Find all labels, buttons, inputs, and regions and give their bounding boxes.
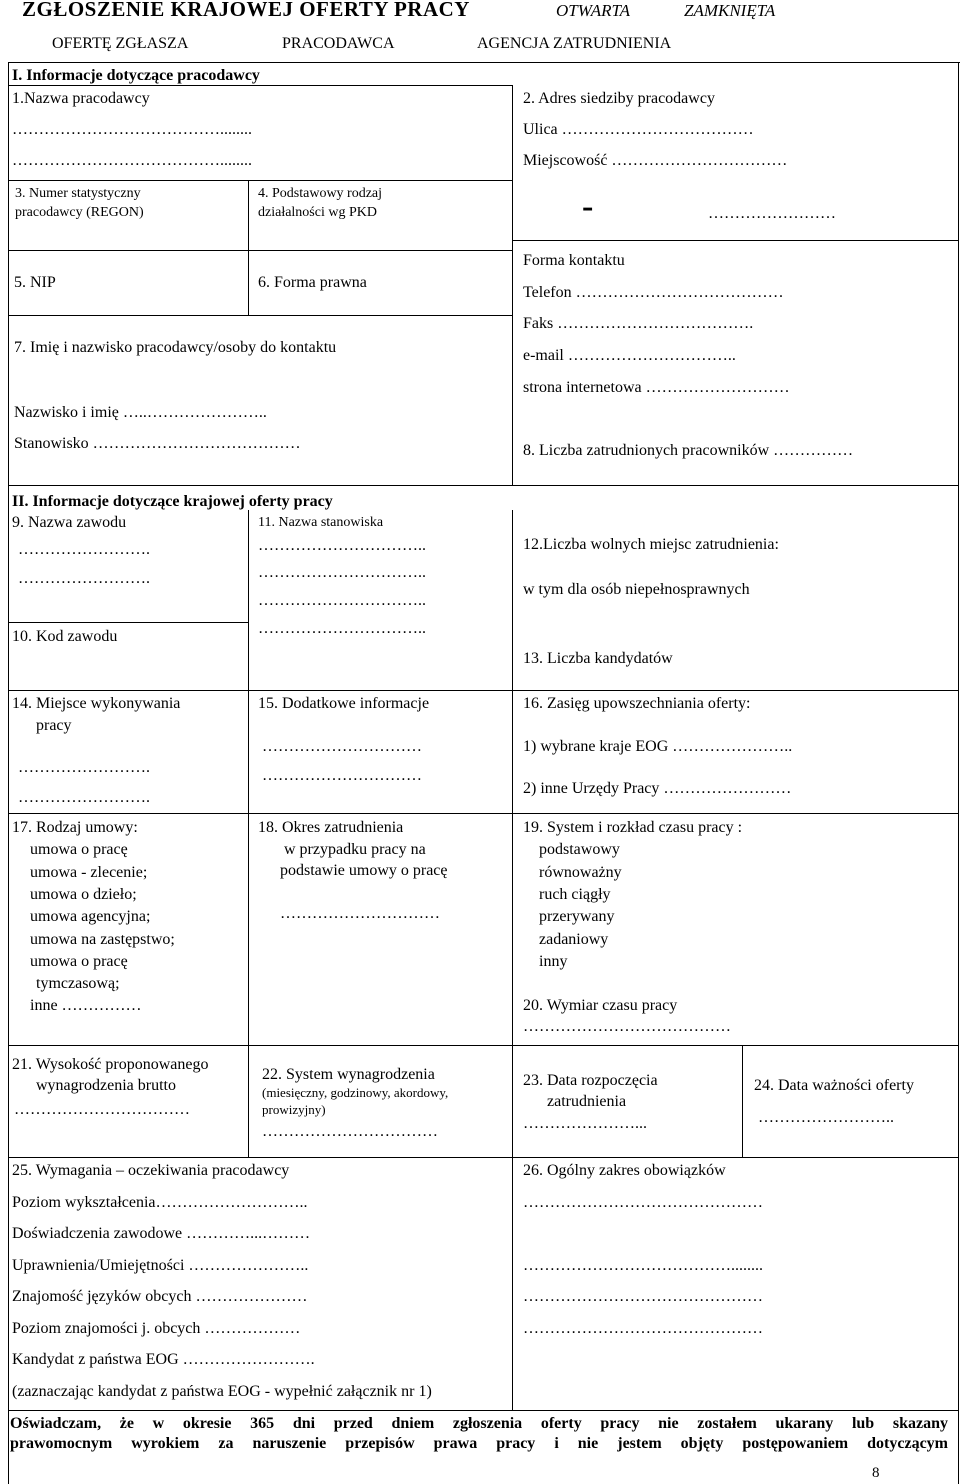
worktime-option-equivalent[interactable]: równoważny xyxy=(539,864,622,881)
contract-option-other[interactable]: inne …………… xyxy=(30,997,142,1014)
field17-label: 17. Rodzaj umowy: xyxy=(12,819,138,836)
requirement-languages[interactable]: Znajomość języków obcych ………………… xyxy=(12,1288,308,1305)
field12-label: 12.Liczba wolnych miejsc zatrudnienia: xyxy=(523,536,779,553)
field18-label-line1: 18. Okres zatrudnienia xyxy=(258,819,404,836)
status-closed: ZAMKNIĘTA xyxy=(684,1,776,20)
field3-label-line2: pracodawcy (REGON) xyxy=(15,205,144,220)
contact-form-label: Forma kontaktu xyxy=(523,252,625,269)
field22-line[interactable]: …………………………… xyxy=(262,1123,438,1140)
worktime-option-task[interactable]: zadaniowy xyxy=(539,931,609,948)
field10-label: 10. Kod zawodu xyxy=(12,628,118,645)
frame-top xyxy=(8,62,960,63)
field14-line2[interactable]: ……………………. xyxy=(18,789,150,806)
field9-line2[interactable]: ……………………. xyxy=(18,570,150,587)
submitted-by-label: OFERTĘ ZGŁASZA xyxy=(52,35,189,52)
field23-label-line2: zatrudnienia xyxy=(547,1093,627,1110)
field15-line1[interactable]: ………………………… xyxy=(262,738,422,755)
field21-label-line1: 21. Wysokość proponowanego xyxy=(12,1056,209,1073)
field11-line2[interactable]: ………………………….. xyxy=(258,564,426,581)
divider-sec1 xyxy=(512,85,513,485)
position-field[interactable]: Stanowisko ………………………………… xyxy=(14,435,301,452)
field24-line[interactable]: …………………….. xyxy=(758,1109,894,1126)
city-field[interactable]: Miejscowość …………………………… xyxy=(523,152,788,169)
contract-option-employment[interactable]: umowa o pracę xyxy=(30,841,128,858)
field2-label: 2. Adres siedziby pracodawcy xyxy=(523,90,715,107)
divider-kod xyxy=(8,622,248,623)
field8-label[interactable]: 8. Liczba zatrudnionych pracowników …………… xyxy=(523,442,854,459)
email-field[interactable]: e-mail ………………………….. xyxy=(523,347,736,364)
field25-label: 25. Wymagania – oczekiwania pracodawcy xyxy=(12,1162,290,1179)
divider-row-nip xyxy=(8,250,512,251)
requirement-education[interactable]: Poziom wykształcenia……………………….. xyxy=(12,1194,308,1211)
divider-regon-pkd xyxy=(248,180,249,315)
field9-line1[interactable]: ……………………. xyxy=(18,541,150,558)
requirement-eog-note: (zaznaczając kandydat z państwa EOG - wypełnić załącznik nr 1) xyxy=(12,1383,432,1400)
field3-label-line1: 3. Numer statystyczny xyxy=(15,186,141,201)
worktime-option-continuous[interactable]: ruch ciągły xyxy=(539,886,611,903)
page-title: ZGŁOSZENIE KRAJOWEJ OFERTY PRACY xyxy=(22,0,470,21)
declaration-line1: Oświadczam, że w okresie 365 dni przed dniem zgłoszenia oferty pracy nie zostałem ukarany lub skazany xyxy=(10,1415,948,1432)
field18-line[interactable]: ………………………… xyxy=(280,905,440,922)
contract-option-temporary[interactable]: umowa o pracę xyxy=(30,953,128,970)
divider-col3-b xyxy=(742,1045,743,1157)
street-field[interactable]: Ulica ……………………………… xyxy=(523,121,754,138)
field5-label: 5. NIP xyxy=(14,274,56,291)
page-number: 8 xyxy=(872,1465,880,1481)
field22-sub-line2: prowizyjny) xyxy=(262,1102,326,1117)
divider-row17 xyxy=(8,813,958,814)
divider-row-contact xyxy=(8,315,512,316)
contract-option-work[interactable]: umowa o dzieło; xyxy=(30,886,137,903)
duties-line2[interactable]: …………………………………........ xyxy=(523,1257,763,1274)
divider-contact-form xyxy=(512,240,958,241)
field22-label: 22. System wynagrodzenia xyxy=(262,1066,435,1083)
field21-line[interactable]: …………………………… xyxy=(14,1101,190,1118)
divider-row-regon xyxy=(8,180,512,181)
field24-label: 24. Data ważności oferty xyxy=(754,1077,914,1094)
field1-label: 1.Nazwa pracodawcy xyxy=(12,90,150,107)
divider-row25 xyxy=(8,1157,958,1158)
worktime-option-other[interactable]: inny xyxy=(539,953,568,970)
duties-line3[interactable]: ……………………………………… xyxy=(523,1288,763,1305)
field14-label-line1: 14. Miejsce wykonywania xyxy=(12,695,181,712)
divider-section2 xyxy=(8,485,958,486)
field23-line[interactable]: …………………... xyxy=(523,1115,647,1132)
field15-label: 15. Dodatkowe informacje xyxy=(258,695,430,712)
field16-label: 16. Zasięg upowszechniania oferty: xyxy=(523,695,751,712)
field21-label-line2: wynagrodzenia brutto xyxy=(36,1077,176,1094)
field18-label-line3: podstawie umowy o pracę xyxy=(280,862,448,879)
field6-label: 6. Forma prawna xyxy=(258,274,367,291)
phone-field[interactable]: Telefon ………………………………… xyxy=(523,284,784,301)
contract-option-substitution[interactable]: umowa na zastępstwo; xyxy=(30,931,175,948)
surname-field[interactable]: Nazwisko i imię …..………………….. xyxy=(14,404,267,421)
field20-line[interactable]: ………………………………… xyxy=(523,1018,731,1035)
declaration-line2: prawomocnym wyrokiem za naruszenie przepisów prawa pracy i nie jestem objęty postępowaniem dotyczącym xyxy=(10,1435,948,1452)
field11-line3[interactable]: ………………………….. xyxy=(258,592,426,609)
field20-label: 20. Wymiar czasu pracy xyxy=(523,997,678,1014)
field26-label: 26. Ogólny zakres obowiązków xyxy=(523,1162,726,1179)
field16-option-eog[interactable]: 1) wybrane kraje EOG ………………….. xyxy=(523,738,793,755)
field23-label-line1: 23. Data rozpoczęcia xyxy=(523,1072,658,1089)
duties-line1[interactable]: ……………………………………… xyxy=(523,1194,763,1211)
field4-label-line2: działalności wg PKD xyxy=(258,205,377,220)
frame-right xyxy=(958,62,959,1484)
field15-line2[interactable]: ………………………… xyxy=(262,767,422,784)
requirement-skills[interactable]: Uprawnienia/Umiejętności ………………….. xyxy=(12,1257,309,1274)
field9-label: 9. Nazwa zawodu xyxy=(12,514,127,531)
website-field[interactable]: strona internetowa ……………………… xyxy=(523,379,790,396)
field19-label: 19. System i rozkład czasu pracy : xyxy=(523,819,743,836)
requirement-experience[interactable]: Doświadczenia zawodowe …………...……… xyxy=(12,1225,311,1242)
field11-label: 11. Nazwa stanowiska xyxy=(258,515,384,530)
postal-city-field[interactable]: …………………… xyxy=(708,205,836,222)
section1-heading: I. Informacje dotyczące pracodawcy xyxy=(12,67,260,84)
divider-col1-a xyxy=(248,510,249,1045)
divider-col1-b xyxy=(248,1045,249,1157)
field14-line1[interactable]: ……………………. xyxy=(18,759,150,776)
field16-option-offices[interactable]: 2) inne Urzędy Pracy …………………… xyxy=(523,780,792,797)
divider-col2-a xyxy=(512,510,513,1410)
field22-sub-line1: (miesięczny, godzinowy, akordowy, xyxy=(262,1085,449,1100)
requirement-language-level[interactable]: Poziom znajomości j. obcych ……………… xyxy=(12,1320,301,1337)
field1-line1[interactable]: …………………………………........ xyxy=(12,121,252,138)
requirement-eog-candidate[interactable]: Kandydat z państwa EOG ……………………. xyxy=(12,1351,315,1368)
frame-left xyxy=(8,62,9,1484)
field7-label: 7. Imię i nazwisko pracodawcy/osoby do kontaktu xyxy=(14,339,337,356)
fax-field[interactable]: Faks ………………………………. xyxy=(523,315,754,332)
contract-option-agency[interactable]: umowa agencyjna; xyxy=(30,908,151,925)
divider-row21 xyxy=(8,1045,958,1046)
section2-heading: II. Informacje dotyczące krajowej oferty pracy xyxy=(12,493,333,510)
field12-sub: w tym dla osób niepełnosprawnych xyxy=(523,581,750,598)
field4-label-line1: 4. Podstawowy rodzaj xyxy=(258,186,383,201)
postal-code-dash: - xyxy=(582,188,594,225)
field11-line1[interactable]: ………………………….. xyxy=(258,537,426,554)
field1-line2[interactable]: …………………………………........ xyxy=(12,152,252,169)
field14-label-line2: pracy xyxy=(36,717,72,734)
employer-option: PRACODAWCA xyxy=(282,35,395,52)
contract-option-temporary-cont: tymczasową; xyxy=(36,975,120,992)
divider-declaration xyxy=(8,1410,958,1411)
duties-line4[interactable]: ……………………………………… xyxy=(523,1320,763,1337)
worktime-option-basic[interactable]: podstawowy xyxy=(539,841,620,858)
status-open: OTWARTA xyxy=(556,1,631,20)
divider-row14 xyxy=(8,690,958,691)
contract-option-mandate[interactable]: umowa - zlecenie; xyxy=(30,864,148,881)
field11-line4[interactable]: ………………………….. xyxy=(258,620,426,637)
worktime-option-interrupted[interactable]: przerywany xyxy=(539,908,615,925)
field13-label: 13. Liczba kandydatów xyxy=(523,650,673,667)
field18-label-line2: w przypadku pracy na xyxy=(284,841,426,858)
agency-option: AGENCJA ZATRUDNIENIA xyxy=(477,35,672,52)
